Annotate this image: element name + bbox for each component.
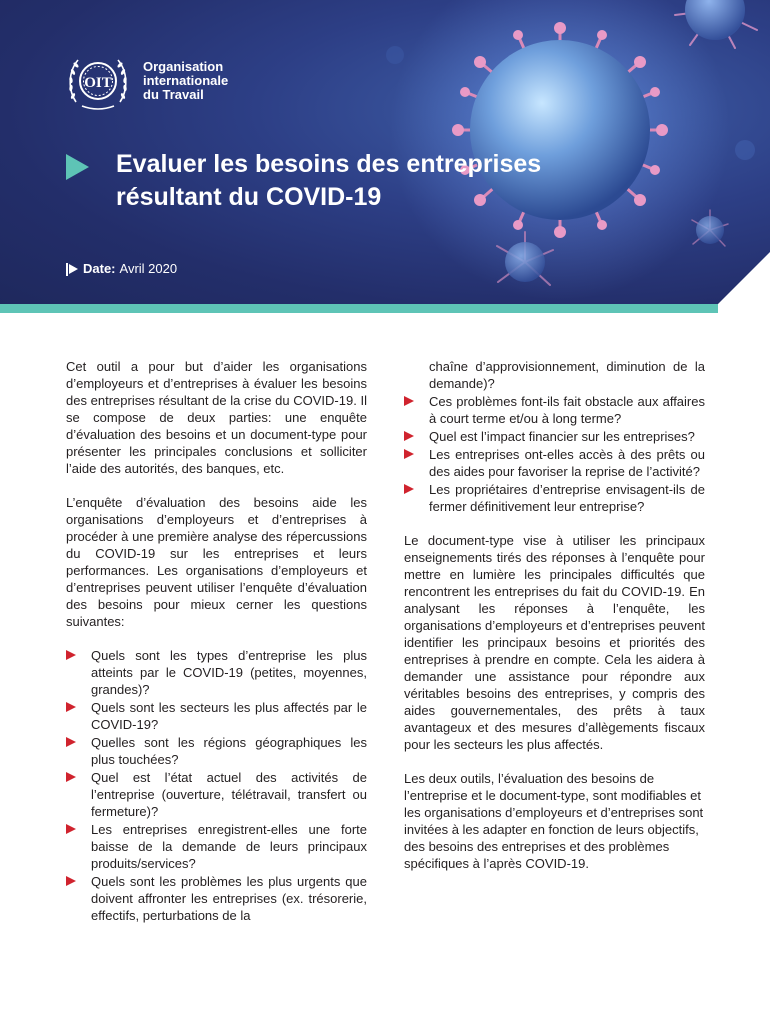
red-arrow-bullet-icon [404, 449, 414, 459]
red-arrow-bullet-icon [66, 702, 76, 712]
right-column [404, 358, 705, 889]
org-name-line: Organisation [143, 59, 224, 74]
tools-paragraph: Les deux outils, l’évaluation des besoins de l’entreprise et le document-type, sont modifiables et les organisations d’employeurs et d’entreprises sont invitées à les adapter en fonction de leurs objectifs, des besoins des entreprises et des problèmes spécifiques à l’après COVID-19. [404, 771, 704, 871]
logo-text: OIT [84, 75, 112, 91]
red-arrow-bullet-icon [404, 396, 414, 406]
survey-paragraph: L’enquête d’évaluation des besoins aide les organisations d’employeurs et d’entreprises à procéder à une première analyse des répercussions du COVID-19 sur les entreprises et leurs performances. Les organisations d’employeurs et d’entreprises peuvent utiliser l’enquête d’évaluation des besoins pour mieux cerner les questions suivantes: [66, 495, 367, 629]
list-item: Quelles sont les régions géographiques les plus touchées? [66, 734, 367, 768]
red-arrow-bullet-icon [66, 650, 76, 660]
list-item-continuation: chaîne d’approvisionnement, diminution de la demande)? [429, 359, 705, 391]
red-arrow-bullet-icon [404, 431, 414, 441]
publication-date [66, 261, 177, 277]
list-item: Quel est l’impact financier sur les entreprises? [404, 428, 705, 445]
red-arrow-bullet-icon [66, 772, 76, 782]
list-item: Ces problèmes font-ils fait obstacle aux affaires à court terme et/ou à long terme? [404, 393, 705, 427]
template-paragraph: Le document-type vise à utiliser les principaux enseignements tirés des réponses à l’enquête pour mettre en lumière les principales difficultés que rencontrent les entreprises du fait du COVID-19. En analysant les réponses à l’enquête, les organisations d’employeurs et d’entreprises peuvent identifier les principaux besoins et priorités des entreprises à prendre en compte. Cela les aidera à demander une assistance pour répondre aux véritables besoins des entreprises, y compris des aides gouvernementales, des prêts à taux avantageux et des mesures d’allègements fiscaux pour les secteurs les plus affectés. [404, 533, 705, 752]
play-arrow-icon [66, 154, 89, 180]
list-item: Les entreprises ont-elles accès à des prêts ou des aides pour favoriser la reprise de l’activité? [404, 446, 705, 480]
list-item: Les propriétaires d’entreprise envisagent-ils de fermer définitivement leur entreprise? [404, 481, 705, 515]
accent-bar [0, 304, 718, 313]
list-item: Quels sont les problèmes les plus urgents que doivent affronter les entreprises (ex. trésorerie, effectifs, perturbations de la [66, 873, 367, 924]
question-list [66, 647, 367, 924]
org-name-line: internationale [143, 73, 229, 88]
list-item: Quel est l’état actuel des activités de l’entreprise (ouverture, télétravail, transfert ou fermeture)? [66, 769, 367, 820]
date-label: Date: [83, 261, 116, 276]
date-marker-icon [66, 263, 78, 276]
date-value: Avril 2020 [119, 261, 178, 276]
red-arrow-bullet-icon [404, 484, 414, 494]
red-arrow-bullet-icon [66, 824, 76, 834]
list-item: Quels sont les types d’entreprise les plus atteints par le COVID-19 (petites, moyennes, grandes)? [66, 647, 367, 698]
page-title [116, 148, 676, 214]
left-column [66, 358, 367, 925]
ilo-logo-icon [66, 52, 130, 112]
list-item: Les entreprises enregistrent-elles une forte baisse de la demande de leurs principaux produits/services? [66, 821, 367, 872]
list-item: Quels sont les secteurs les plus affectés par le COVID-19? [66, 699, 367, 733]
title-line: résultant du COVID-19 [116, 183, 382, 211]
red-arrow-bullet-icon [66, 876, 76, 886]
org-name-line: du Travail [143, 87, 204, 102]
title-line: Evaluer les besoins des entreprises [116, 150, 542, 178]
intro-paragraph: Cet outil a pour but d’aider les organisations d’employeurs et d’entreprises à évaluer les besoins des entreprises résultant de la crise du COVID-19. Il se compose de deux parties: une enquête d’évaluation des besoins et un document-type pour présenter les principales conclusions et solliciter l’aide des autorités, des banques, etc. [66, 359, 367, 476]
question-list [404, 393, 705, 515]
red-arrow-bullet-icon [66, 737, 76, 747]
header-banner [0, 0, 770, 313]
organization-name [143, 60, 228, 102]
